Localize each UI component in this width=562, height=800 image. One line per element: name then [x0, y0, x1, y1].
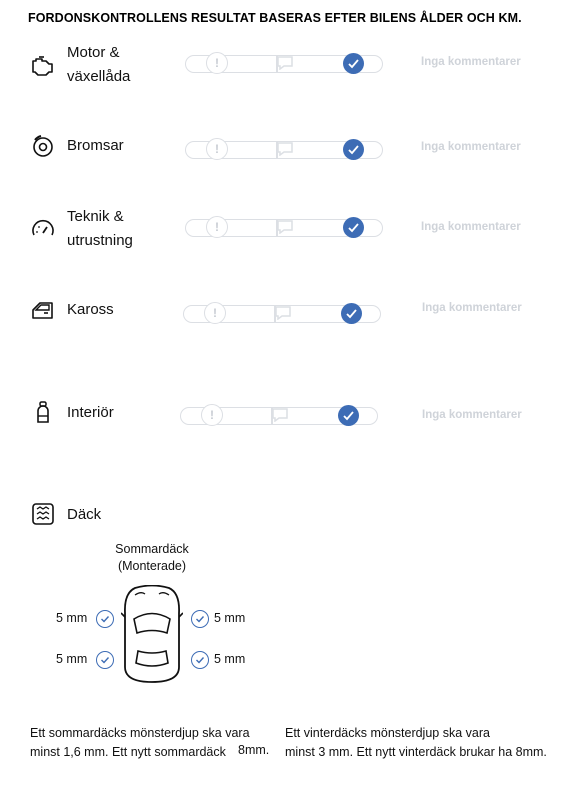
check-icon: [191, 610, 209, 628]
category-row-brakes: [0, 133, 562, 163]
status-scale: [185, 141, 383, 159]
check-icon: [191, 651, 209, 669]
status-scale: [183, 305, 381, 323]
category-label: Däck: [67, 506, 102, 523]
category-label: Interiör: [67, 404, 114, 421]
category-label: Kaross: [67, 301, 114, 318]
car-top-view-icon: [121, 585, 183, 685]
warning-marker-icon: !: [206, 52, 228, 74]
comment-icon: [277, 220, 293, 234]
check-icon: [96, 651, 114, 669]
gauge-icon: [30, 216, 56, 242]
category-row-tyres: [0, 502, 562, 532]
car-door-icon: [30, 297, 56, 323]
summer-tyre-note-suffix: 8mm.: [238, 743, 270, 757]
comment-status: Inga kommentarer: [422, 409, 522, 421]
summer-tyre-note-line2: minst 1,6 mm. Ett nytt sommardäck: [30, 745, 226, 759]
status-check-icon: [341, 303, 362, 324]
engine-icon: [30, 52, 56, 78]
comment-icon: [277, 56, 293, 70]
category-row-body: [0, 297, 562, 327]
tyre-depth-front-left: 5 mm: [56, 611, 88, 625]
category-row-tech: [0, 204, 562, 254]
comment-icon: [275, 306, 291, 320]
tyre-type-label: Sommardäck: [115, 542, 189, 556]
comment-status: Inga kommentarer: [421, 141, 521, 153]
tyre-depth-front-right: 5 mm: [214, 611, 246, 625]
warning-marker-icon: !: [206, 138, 228, 160]
status-scale: [185, 55, 383, 73]
car-seat-icon: [30, 400, 56, 426]
winter-tyre-note-line2: minst 3 mm. Ett nytt vinterdäck brukar ha 8mm.: [285, 745, 547, 759]
warning-marker-icon: !: [206, 216, 228, 238]
check-icon: [96, 610, 114, 628]
status-check-icon: [343, 217, 364, 238]
tyre-depth-rear-right: 5 mm: [214, 652, 246, 666]
tyre-mount-label: (Monterade): [117, 559, 187, 573]
category-label-line2: växellåda: [67, 68, 131, 85]
comment-status: Inga kommentarer: [422, 302, 522, 314]
status-scale: [185, 219, 383, 237]
status-check-icon: [338, 405, 359, 426]
category-label-line1: Teknik &: [67, 208, 124, 225]
tyre-depth-rear-left: 5 mm: [56, 652, 88, 666]
category-label-line1: Motor &: [67, 44, 120, 61]
category-label-line2: utrustning: [67, 232, 133, 249]
category-row-interior: [0, 400, 562, 430]
comment-icon: [277, 142, 293, 156]
comment-status: Inga kommentarer: [421, 56, 521, 68]
brake-disc-icon: [30, 133, 56, 159]
status-check-icon: [343, 53, 364, 74]
comment-icon: [272, 408, 288, 422]
summer-tyre-note-line1: Ett sommardäcks mönsterdjup ska vara: [30, 726, 250, 740]
page-title: FORDONSKONTROLLENS RESULTAT BASERAS EFTER BILENS ÅLDER OCH KM.: [28, 11, 522, 25]
category-label: Bromsar: [67, 137, 124, 154]
warning-marker-icon: !: [201, 404, 223, 426]
status-check-icon: [343, 139, 364, 160]
status-scale: [180, 407, 378, 425]
winter-tyre-note-line1: Ett vinterdäcks mönsterdjup ska vara: [285, 726, 490, 740]
warning-marker-icon: !: [204, 302, 226, 324]
comment-status: Inga kommentarer: [421, 221, 521, 233]
tyre-icon: [30, 501, 56, 527]
category-row-engine: [0, 40, 562, 90]
